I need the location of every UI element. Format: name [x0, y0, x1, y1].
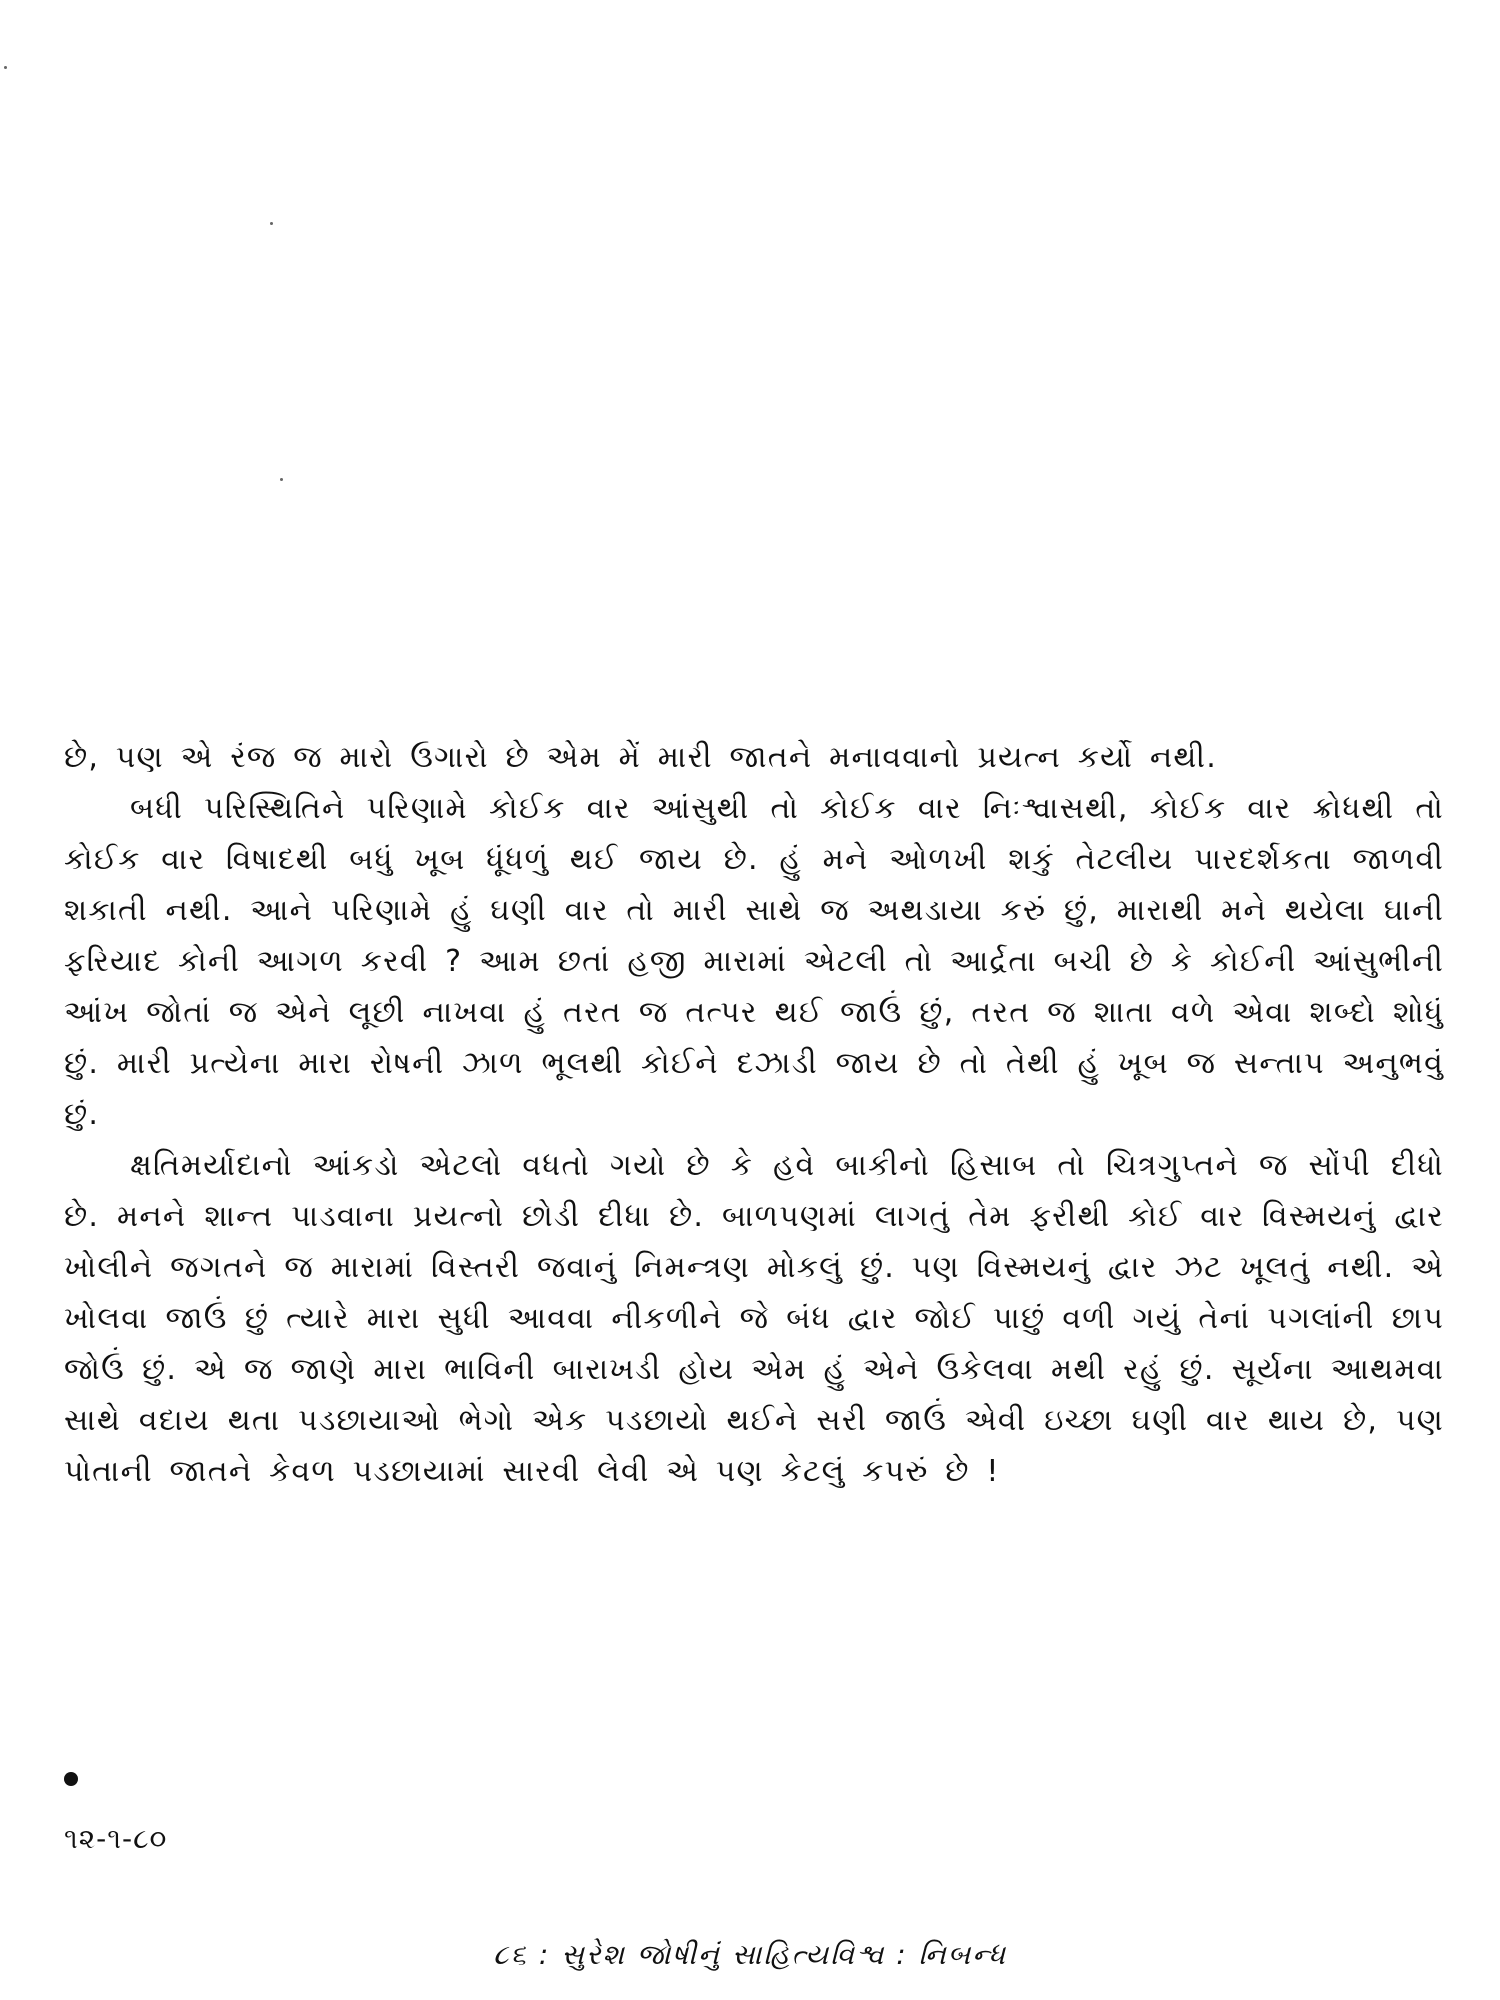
essay-body [64, 732, 1444, 1497]
scan-speck [280, 478, 283, 481]
page-footer: ૮૬ : સુરેશ જોષીનું સાહિત્યવિશ્વ : નિબન્ધ [492, 1938, 1008, 1971]
paragraph-3: ક્ષતિમર્યાદાનો આંકડો એટલો વધતો ગયો છે કે હવે બાકીનો હિસાબ તો ચિત્રગુપ્તને જ સોંપી દીધો છે. મનને શાન્ત પાડવાના પ્રયત્નો છોડી દીધા છે. બાળપણમાં લાગતું તેમ ફરીથી કોઈ વાર વિસ્મયનું દ્વાર ખોલીને જગતને જ મારામાં વિસ્તરી જવાનું નિમન્ત્રણ મોકલું છું. પણ વિસ્મયનું દ્વાર ઝટ ખૂલતું નથી. એ ખોલવા જાઉં છું ત્યારે મારા સુધી આવવા નીકળીને જે બંધ દ્વાર જોઈ પાછું વળી ગયું તેનાં પગલાંની છાપ જોઉં છું. એ જ જાણે મારા ભાવિની બારાખડી હોય એમ હું એને ઉકેલવા મથી રહું છું. સૂર્યના આથમવા સાથે વદાય થતા પડછાયાઓ ભેગો એક પડછાયો થઈને સરી જાઉં એવી ઇચ્છા ઘણી વાર થાય છે, પણ પોતાની જાતને કેવળ પડછાયામાં સારવી લેવી એ પણ કેટલું કપરું છે ! [64, 1148, 1444, 1489]
essay-date: ૧૨-૧-૮૦ [64, 1822, 168, 1855]
paragraph-2: બધી પરિસ્થિતિને પરિણામે કોઈક વાર આંસુથી તો કોઈક વાર નિઃશ્વાસથી, કોઈક વાર ક્રોધથી તો કોઈક વાર વિષાદથી બધું ખૂબ ધૂંધળું થઈ જાય છે. હું મને ઓળખી શકું તેટલીય પારદર્શકતા જાળવી શકાતી નથી. આને પરિણામે હું ઘણી વાર તો મારી સાથે જ અથડાયા કરું છું, મારાથી મને થયેલા ઘાની ફરિયાદ કોની આગળ કરવી ? આમ છતાં હજી મારામાં એટલી તો આર્દ્રતા બચી છે કે કોઈની આંસુભીની આંખ જોતાં જ એને લૂછી નાખવા હું તરત જ તત્પર થઈ જાઉં છું, તરત જ શાતા વળે એવા શબ્દો શોધું છું. મારી પ્રત્યેના મારા રોષની ઝાળ ભૂલથી કોઈને દઝાડી જાય છે તો તેથી હું ખૂબ જ સન્તાપ અનુભવું છું. [64, 791, 1444, 1132]
section-end-bullet [64, 1772, 78, 1786]
scan-speck [270, 222, 273, 225]
paragraph-continuation: છે, પણ એ રંજ જ મારો ઉગારો છે એમ મેં મારી જાતને મનાવવાનો પ્રયત્ન કર્યો નથી. [64, 740, 1217, 775]
scan-speck [4, 66, 7, 69]
